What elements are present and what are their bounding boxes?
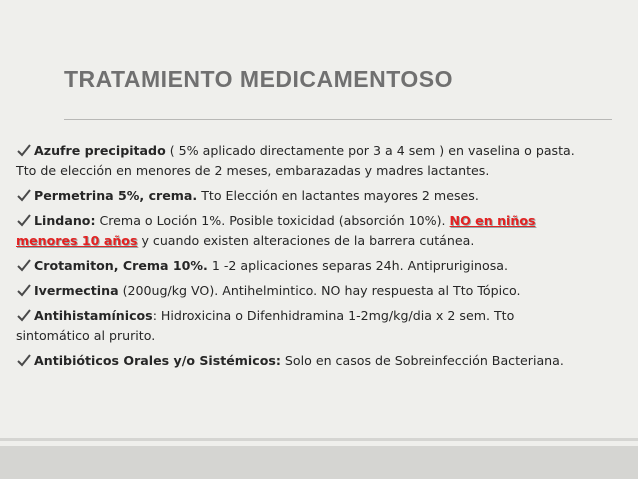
list-item (14, 256, 634, 276)
list-item (14, 306, 634, 346)
item-continuation: sintomático al prurito. (16, 328, 156, 343)
checkmark-icon (15, 306, 33, 326)
item-text: Solo en casos de Sobreinfección Bacteriana. (280, 353, 564, 368)
warning-highlight: menores 10 años (16, 233, 138, 248)
item-lead: Ivermectina (34, 283, 119, 298)
checkmark-icon (15, 141, 33, 161)
item-text: (200ug/kg VO). Antihelmintico. NO hay respuesta al Tto Tópico. (118, 283, 521, 298)
item-text: Crema o Loción 1%. Posible toxicidad (absorción 10%). (95, 213, 450, 228)
list-item (14, 186, 634, 206)
item-text: y cuando existen alteraciones de la barrera cutánea. (137, 233, 475, 248)
checkmark-icon (15, 256, 33, 276)
item-text: : Hidroxicina o Difenhidramina 1-2mg/kg/dia x 2 sem. Tto (152, 308, 515, 323)
warning-highlight: NO en niños (449, 213, 536, 228)
list-item (14, 211, 634, 251)
checkmark-icon (15, 211, 33, 231)
item-continuation: Tto de elección en menores de 2 meses, embarazadas y madres lactantes. (16, 163, 490, 178)
list-item (14, 281, 634, 301)
slide-title: TRATAMIENTO MEDICAMENTOSO (64, 66, 454, 92)
footer-bar (0, 446, 638, 479)
item-text: 1 -2 aplicaciones separas 24h. Antipruriginosa. (207, 258, 508, 273)
checkmark-icon (15, 281, 33, 301)
item-lead: Crotamiton, Crema 10%. (34, 258, 208, 273)
checkmark-icon (15, 186, 33, 206)
item-lead: Permetrina 5%, crema. (34, 188, 198, 203)
checkmark-icon (15, 351, 33, 371)
title-divider (64, 119, 612, 120)
item-lead: Antihistamínicos (34, 308, 153, 323)
item-continuation (16, 231, 634, 251)
footer-accent-line (0, 438, 638, 441)
bullet-list (14, 141, 634, 376)
item-lead: Lindano: (34, 213, 96, 228)
item-lead: Azufre precipitado (34, 143, 166, 158)
item-lead: Antibióticos Orales y/o Sistémicos: (34, 353, 281, 368)
item-text: Tto Elección en lactantes mayores 2 meses. (197, 188, 479, 203)
list-item (14, 351, 634, 371)
item-text: ( 5% aplicado directamente por 3 a 4 sem ) en vaselina o pasta. (165, 143, 575, 158)
list-item (14, 141, 634, 181)
